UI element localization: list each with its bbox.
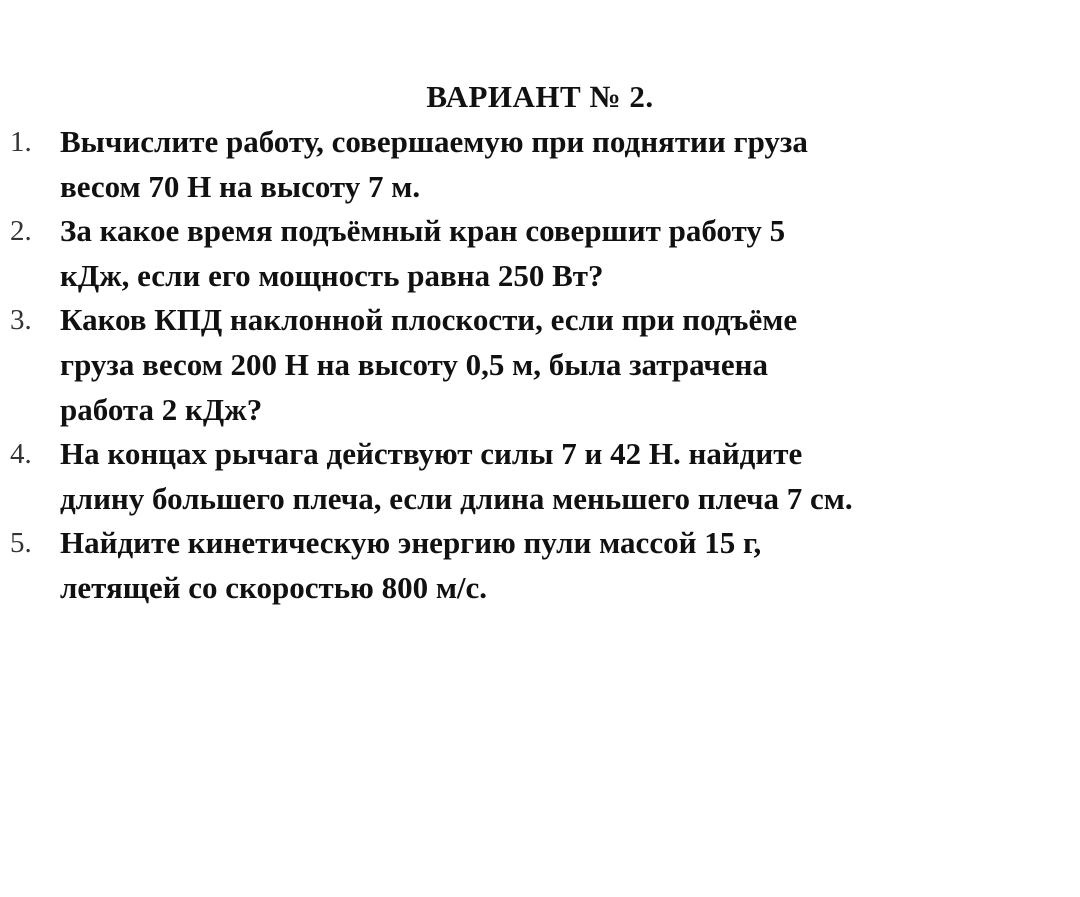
task-text-line: весом 70 Н на высоту 7 м. [60, 168, 421, 204]
task-text-line: груза весом 200 Н на высоту 0,5 м, была затрачена [60, 346, 768, 382]
task-text-line: Каков КПД наклонной плоскости, если при подъёме [60, 302, 798, 338]
task-text-line: кДж, если его мощность равна 250 Вт? [60, 257, 604, 293]
task-item [0, 521, 1080, 610]
task-number: 2. [10, 215, 32, 248]
task-text-line: длину большего плеча, если длина меньшего плеча 7 см. [60, 480, 853, 516]
task-number: 4. [10, 438, 32, 471]
task-number: 3. [10, 304, 32, 337]
task-item [0, 432, 1080, 521]
page-title: ВАРИАНТ № 2. [426, 79, 654, 114]
task-number: 1. [10, 126, 32, 158]
task-text-line: Найдите кинетическую энергию пули массой 15 г, [60, 525, 762, 561]
task-list [0, 120, 1080, 611]
task-text-line: На концах рычага действуют силы 7 и 42 Н. найдите [60, 436, 803, 472]
task-text-line: летящей со скоростью 800 м/с. [60, 569, 488, 605]
task-number: 5. [10, 527, 32, 560]
task-item [0, 120, 1080, 209]
task-item [0, 298, 1080, 432]
task-item [0, 209, 1080, 298]
task-text-line: За какое время подъёмный кран совершит работу 5 [60, 213, 786, 249]
task-text-line: работа 2 кДж? [60, 391, 263, 427]
task-text-line: Вычислите работу, совершаемую при поднятии груза [60, 124, 808, 159]
